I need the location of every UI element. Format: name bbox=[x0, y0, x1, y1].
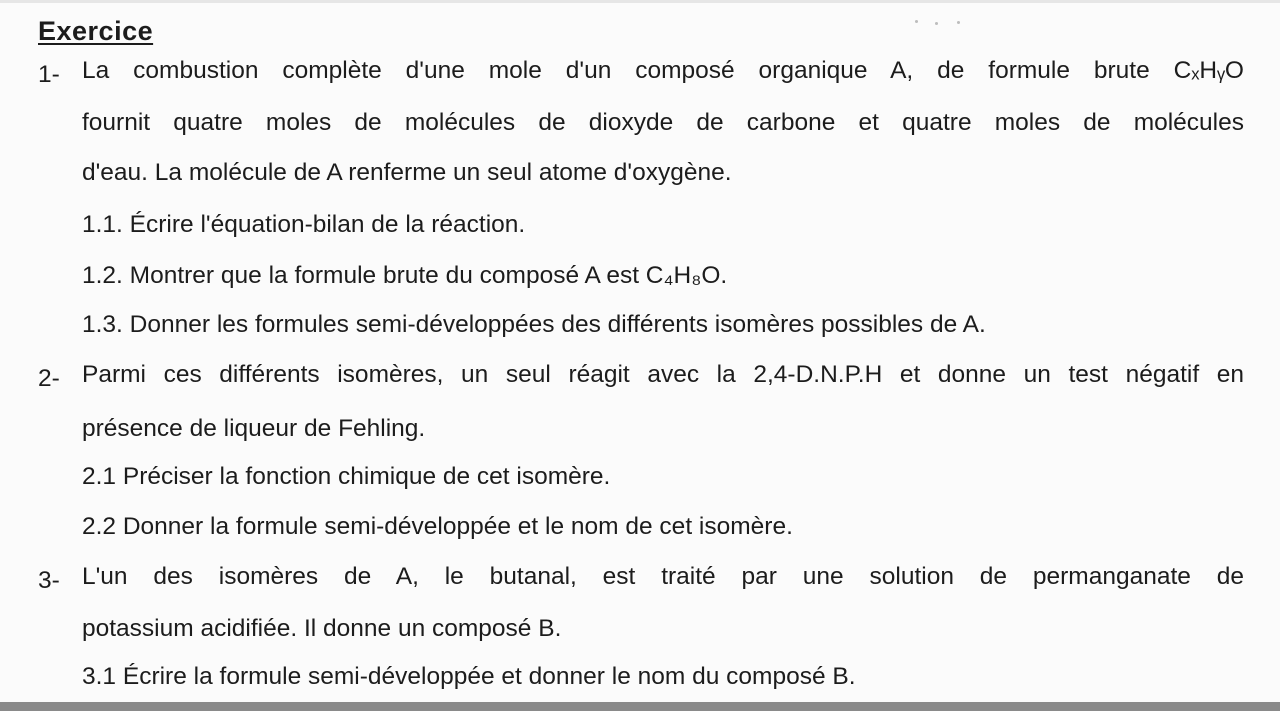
scan-speckles bbox=[915, 18, 975, 24]
item-number-3: 3- bbox=[38, 567, 60, 594]
item-1-line-2: fournit quatre moles de molécules de dioxyde de carbone et quatre moles de molécules bbox=[82, 109, 1244, 136]
item-number-2: 2- bbox=[38, 365, 60, 392]
item-3-line-2: potassium acidifiée. Il donne un composé B. bbox=[82, 615, 562, 642]
subitem-1-2: 1.2. Montrer que la formule brute du composé A est C₄H₈O. bbox=[82, 262, 728, 289]
subitem-3-1: 3.1 Écrire la formule semi-développée et donner le nom du composé B. bbox=[82, 663, 856, 690]
subitem-2-1: 2.1 Préciser la fonction chimique de cet isomère. bbox=[82, 463, 611, 490]
subitem-1-1: 1.1. Écrire l'équation-bilan de la réaction. bbox=[82, 211, 526, 238]
top-border bbox=[0, 0, 1280, 3]
item-2-line-2: présence de liqueur de Fehling. bbox=[82, 415, 426, 442]
item-number-1: 1- bbox=[38, 61, 60, 88]
bottom-border bbox=[0, 702, 1280, 720]
bottom-band bbox=[0, 702, 1280, 711]
item-2-line-1: Parmi ces différents isomères, un seul réagit avec la 2,4-D.N.P.H et donne un test négatif en bbox=[82, 361, 1244, 388]
item-1-line-3: d'eau. La molécule de A renferme un seul atome d'oxygène. bbox=[82, 159, 732, 186]
subitem-1-3: 1.3. Donner les formules semi-développées des différents isomères possibles de A. bbox=[82, 311, 986, 338]
subitem-2-2: 2.2 Donner la formule semi-développée et le nom de cet isomère. bbox=[82, 513, 793, 540]
item-3-line-1: L'un des isomères de A, le butanal, est traité par une solution de permanganate de bbox=[82, 563, 1244, 590]
item-1-line-1: La combustion complète d'une mole d'un composé organique A, de formule brute CₓHᵧO bbox=[82, 57, 1244, 84]
exercise-title: Exercice bbox=[38, 16, 154, 46]
